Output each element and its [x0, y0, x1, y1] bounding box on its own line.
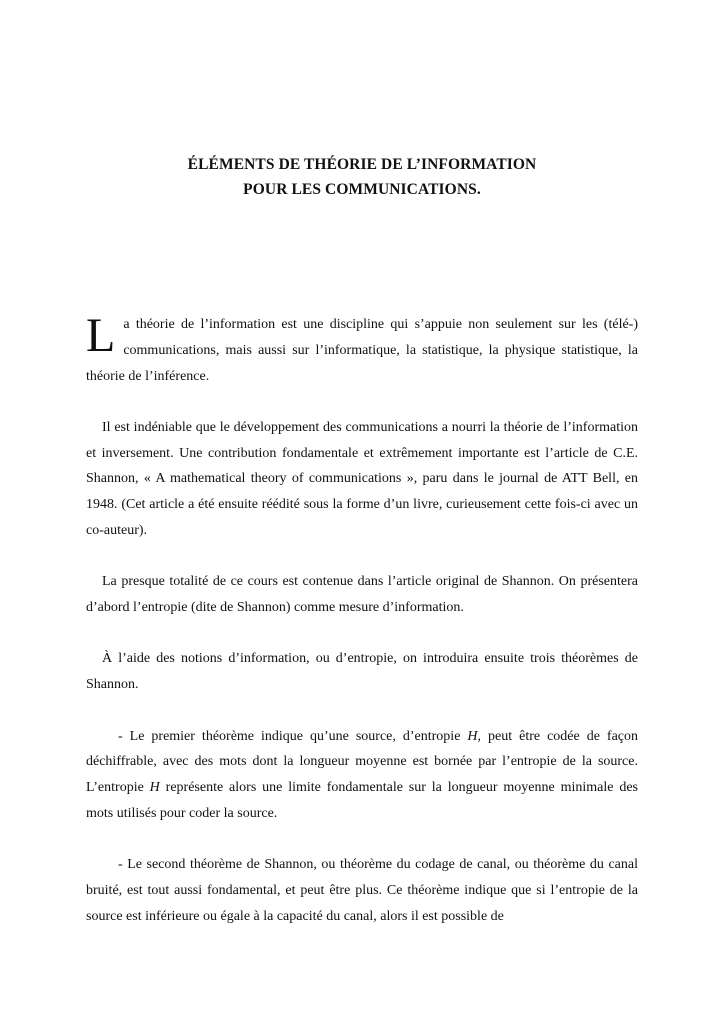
title-line-1: ÉLÉMENTS DE THÉORIE DE L’INFORMATION [187, 156, 537, 173]
paragraph-theorems-intro: À l’aide des notions d’information, ou d’entropie, on introduira ensuite trois théorèmes de Shannon. [86, 651, 638, 693]
document-title [0, 152, 724, 202]
drop-cap: L [86, 309, 116, 362]
paragraph-intro-text: a théorie de l’information est une discipline qui s’appuie non seulement sur les (télé-) communications, mais aussi sur l’informatique, la statistique, la physique statistique, la théorie de l’inférence. [86, 317, 638, 384]
entropy-variable: H [149, 780, 160, 796]
entropy-variable: H [467, 728, 478, 744]
paragraph-shannon-article: Il est indéniable que le développement des communications a nourri la théorie de l’information et inversement. Une contribution fondamentale et extrêmement importante est l’article de C.E. Shannon, « A mathematical theory of communications », paru dans le journal de ATT Bell, en 1948. (Cet article a été ensuite réédité sous la forme d’un livre, curieusement cette fois-ci avec un co-auteur). [86, 419, 638, 539]
paragraph-course-content: La presque totalité de ce cours est contenue dans l’article original de Shannon. On présentera d’abord l’entropie (dite de Shannon) comme mesure d’information. [86, 574, 638, 616]
paragraph-first-theorem [86, 724, 638, 827]
first-theorem-text-b: , peut être codée de façon déchiffrable, avec des mots dont la longueur moyenne est bornée par l’entropie de la source. L’entropie [86, 728, 639, 796]
document-body [86, 309, 639, 955]
paragraph-intro [86, 309, 638, 389]
paragraph-second-theorem: - Le second théorème de Shannon, ou théorème du codage de canal, ou théorème du canal bruité, est tout aussi fondamental, et peut être plus. Ce théorème indique que si l’entropie de la source est inférieure ou égale à la capacité du canal, alors il est possible de [86, 857, 638, 924]
title-line-2: POUR LES COMMUNICATIONS. [243, 181, 481, 198]
first-theorem-text-c: représente alors une limite fondamentale sur la longueur moyenne minimale des mots utilisés pour coder la source. [86, 780, 638, 821]
first-theorem-text-a: - Le premier théorème indique qu’une source, d’entropie [118, 728, 468, 744]
